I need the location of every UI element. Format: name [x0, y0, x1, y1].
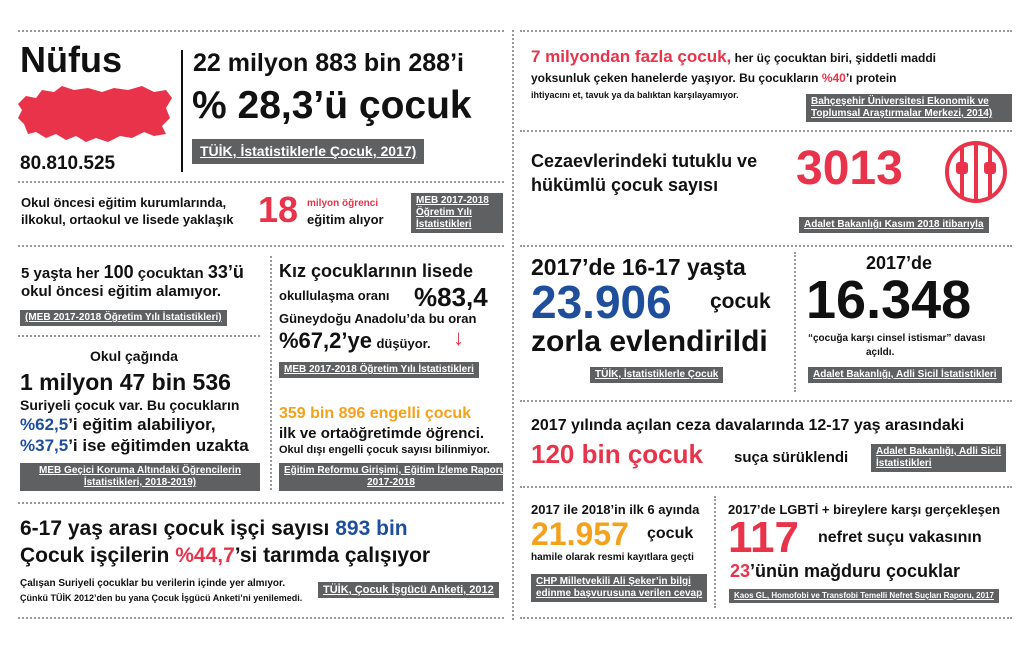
prison-number: 3013 [796, 142, 903, 195]
girls-title: Kız çocuklarının lisede [279, 261, 474, 281]
lgbti-line2: nefret suçu vakasının [818, 529, 982, 546]
preschool-line1 [21, 262, 244, 284]
syrian-pct: %37,5 [20, 436, 69, 455]
poverty-pct: %40 [821, 71, 846, 85]
girls-line3: Güneydoğu Anadolu’da bu oran [279, 311, 477, 326]
source-badge: TÜİK, İstatistiklerle Çocuk [590, 367, 723, 383]
source-badge: TÜİK, İstatistiklerle Çocuk, 2017) [192, 139, 424, 164]
preschool-text: çocuktan [137, 265, 204, 282]
girls-pct2: %67,2 [279, 328, 342, 353]
turkey-map-icon [16, 82, 174, 148]
labor-text: 6-17 yaş arası çocuk işçi sayısı [20, 517, 330, 540]
divider [714, 496, 716, 608]
lgbti-number: 117 [728, 513, 799, 562]
syrian-header: Okul çağında [90, 348, 178, 364]
source-badge: MEB 2017-2018 Öğretim Yılı İstatistikleri [279, 362, 479, 378]
divider [18, 617, 504, 619]
abuse-line2: açıldı. [866, 347, 895, 358]
source-badge: Adalet Bakanlığı, Adli Sicil İstatistikleri [808, 367, 1002, 383]
population-title: Nüfus [20, 39, 122, 80]
source-line: CHP Milletvekili Ali Şeker’in bilgi [536, 576, 691, 587]
education-number: 18 [258, 189, 299, 230]
syrian-line1: Suriyeli çocuk var. Bu çocukların [20, 397, 240, 413]
source-badge [20, 463, 260, 491]
poverty-text: her üç çocuktan biri, şiddetli maddi [734, 51, 936, 65]
poverty-text: yoksunluk çeken hanelerde yaşıyor. Bu çocukların [531, 71, 819, 85]
girls-pct1: %83,4 [414, 282, 488, 312]
abuse-year: 2017’de [866, 253, 933, 273]
marriage-title: 2017’de 16-17 yaşta [531, 254, 746, 280]
labor-line1 [20, 516, 408, 542]
source-badge: Adalet Bakanlığı Kasım 2018 itibarıyla [799, 217, 989, 233]
labor-note1: Çalışan Suriyeli çocuklar bu verilerin içinde yer almıyor. [20, 578, 286, 589]
children-count: 22 milyon 883 bin 288’i [193, 49, 464, 77]
syrian-pct: %62,5 [20, 415, 69, 434]
divider [18, 30, 504, 32]
prison-bars-icon [944, 140, 1008, 204]
divider [18, 245, 504, 247]
divider [520, 486, 1012, 488]
divider [181, 50, 183, 172]
preschool-number: 33’ü [207, 262, 244, 282]
children-percent: % 28,3’ü çocuk [192, 84, 472, 127]
preschool-number: 100 [103, 262, 134, 282]
source-badge [531, 574, 707, 602]
source-badge [806, 94, 1012, 122]
marriage-number: 23.906 [531, 276, 672, 328]
poverty-line2 [531, 70, 897, 86]
source-line: Adalet Bakanlığı, Adli Sicil [876, 446, 1002, 457]
source-line: İstatistikleri [416, 219, 472, 230]
source-badge: (MEB 2017-2018 Öğretim Yılı İstatistikleri) [20, 310, 227, 326]
pregnant-word: çocuk [647, 525, 694, 542]
marriage-word: çocuk [710, 290, 771, 313]
divider [520, 617, 1012, 619]
prison-line1: Cezaevlerindeki tutuklu ve [531, 151, 758, 171]
source-line: Toplumsal Araştırmalar Merkezi, 2014) [811, 108, 993, 119]
source-line: MEB 2017-2018 [416, 195, 489, 206]
source-line: İstatistikleri, 2018-2019) [83, 477, 197, 488]
syrian-count: 1 milyon 47 bin 536 [20, 369, 231, 395]
education-unit: milyon öğrenci [307, 198, 379, 209]
girls-line4 [279, 328, 431, 354]
source-badge: Kaos GL, Homofobi ve Transfobi Temelli Nefret Suçları Raporu, 2017 [729, 589, 999, 603]
disabled-line3: Okul dışı engelli çocuk sayısı bilinmiyor. [279, 444, 490, 456]
divider [794, 252, 796, 392]
disabled-title: 359 bin 896 engelli çocuk [279, 405, 472, 422]
lgbti-number2: 23 [730, 561, 751, 581]
divider [520, 30, 1012, 32]
marriage-line3: zorla evlendirildi [531, 325, 768, 358]
source-line: Eğitim Reformu Girişimi, Eğitim İzleme Raporu [284, 465, 506, 476]
poverty-highlight: 7 milyondan fazla çocuk, [531, 47, 732, 66]
girls-line2: okullulaşma oranı [279, 288, 390, 303]
preschool-line2: okul öncesi eğitim alamıyor. [21, 283, 222, 300]
syrian-text: ’i eğitim alabiliyor, [68, 415, 216, 434]
source-line: Öğretim Yılı [416, 207, 472, 218]
population-total: 80.810.525 [20, 153, 116, 174]
education-line1: Okul öncesi eğitim kurumlarında, [21, 195, 227, 210]
abuse-line1: “çocuğa karşı cinsel istismar” davası [808, 333, 986, 344]
labor-text: Çocuk işçilerin [20, 544, 170, 567]
divider [18, 335, 260, 337]
arrow-down-icon: ↓ [453, 325, 464, 350]
source-badge [279, 463, 506, 491]
divider [520, 245, 1012, 247]
syrian-text: ’i ise eğitimden uzakta [68, 436, 249, 455]
syrian-line3 [20, 435, 249, 456]
syrian-line2 [20, 414, 216, 435]
crime-rest: suça sürüklendi [734, 449, 849, 466]
source-badge [411, 193, 503, 233]
source-line: edinme başvurusuna verilen cevap [536, 588, 703, 599]
abuse-number: 16.348 [806, 270, 972, 330]
girls-drop: düşüyor. [376, 336, 431, 351]
labor-number: 893 bin [335, 517, 408, 540]
education-line3: eğitim alıyor [307, 212, 384, 227]
divider [512, 30, 514, 620]
crime-number: 120 bin çocuk [531, 439, 703, 469]
divider [270, 256, 272, 490]
education-line2: ilkokul, ortaokul ve lisede yaklaşık [21, 212, 234, 227]
divider [18, 181, 504, 183]
poverty-line1 [531, 48, 936, 67]
source-badge: TÜİK, Çocuk İşgücü Anketi, 2012 [318, 582, 499, 598]
source-line: MEB Geçici Koruma Altındaki Öğrencilerin [39, 465, 241, 476]
labor-line2 [20, 543, 430, 569]
labor-text: ’si tarımda çalışıyor [234, 544, 431, 567]
crime-line1: 2017 yılında açılan ceza davalarında 12-17 yaş arasındaki [531, 417, 965, 434]
source-line: 2017-2018 [367, 477, 415, 488]
source-line: İstatistikleri [876, 458, 932, 469]
source-badge [871, 444, 1006, 472]
divider [18, 502, 504, 504]
divider [520, 400, 1012, 402]
pregnant-line3: hamile olarak resmi kayıtlara geçti [531, 552, 694, 563]
labor-note2: Çünkü TÜİK 2012’den bu yana Çocuk İşgücü Anketi’ni yenilemedi. [20, 593, 303, 603]
poverty-text: ’ı protein [845, 71, 897, 85]
pregnant-number: 21.957 [531, 516, 629, 552]
disabled-line2: ilk ve ortaöğretimde öğrenci. [279, 425, 485, 442]
pregnant-title: 2017 ile 2018’in ilk 6 ayında [531, 502, 700, 517]
lgbti-line3 [730, 560, 960, 582]
preschool-text: 5 yaşta her [21, 265, 100, 282]
source-line: Bahçeşehir Üniversitesi Ekonomik ve [811, 96, 989, 107]
prison-line2: hükümlü çocuk sayısı [531, 175, 719, 195]
poverty-line3: ihtiyacını et, tavuk ya da balıktan karşılayamıyor. [531, 90, 739, 100]
lgbti-title: 2017’de LGBTİ + bireylere karşı gerçekleşen [728, 502, 1001, 517]
girls-suffix: ’ye [341, 328, 372, 353]
labor-pct: %44,7 [175, 544, 235, 567]
lgbti-text: ’ünün mağduru çocuklar [750, 561, 961, 581]
divider [520, 130, 1012, 132]
